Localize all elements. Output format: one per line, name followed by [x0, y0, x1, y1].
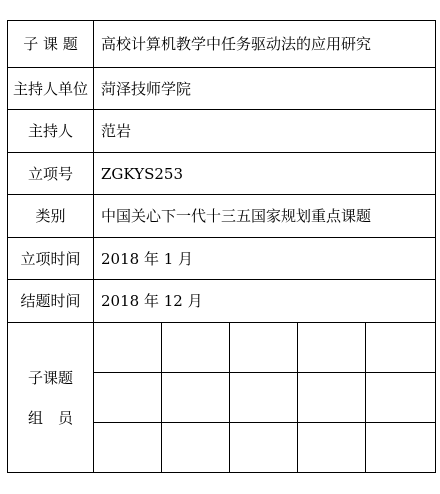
category-value: 中国关心下一代十三五国家规划重点课题	[94, 195, 436, 238]
member-cell	[366, 423, 436, 473]
member-cell	[94, 323, 162, 373]
members-label-line1: 子课题	[27, 368, 73, 387]
member-cell	[230, 323, 298, 373]
start-time-value: 2018 年 1 月	[94, 238, 436, 280]
subproject-value: 高校计算机教学中任务驱动法的应用研究	[94, 21, 436, 68]
members-label-line2: 组 员	[27, 408, 73, 427]
host-unit-value: 菏泽技师学院	[94, 68, 436, 110]
subproject-label: 子 课 题	[8, 21, 94, 68]
member-cell	[94, 423, 162, 473]
row-start-time	[8, 238, 436, 280]
members-row-1	[8, 323, 436, 373]
project-info-form	[7, 20, 436, 473]
row-host-unit	[8, 68, 436, 110]
host-label: 主持人	[8, 110, 94, 153]
members-label	[8, 323, 94, 473]
member-cell	[230, 373, 298, 423]
project-number-label: 立项号	[8, 153, 94, 195]
member-cell	[366, 323, 436, 373]
row-subproject	[8, 21, 436, 68]
member-cell	[230, 423, 298, 473]
row-host	[8, 110, 436, 153]
member-cell	[298, 373, 366, 423]
member-cell	[298, 323, 366, 373]
end-time-value: 2018 年 12 月	[94, 280, 436, 323]
host-unit-label: 主持人单位	[8, 68, 94, 110]
row-end-time	[8, 280, 436, 323]
project-number-value: ZGKYS253	[94, 153, 436, 195]
row-category	[8, 195, 436, 238]
member-cell	[162, 423, 230, 473]
row-project-number	[8, 153, 436, 195]
member-cell	[162, 373, 230, 423]
member-cell	[94, 373, 162, 423]
end-time-label: 结题时间	[8, 280, 94, 323]
member-cell	[366, 373, 436, 423]
category-label: 类别	[8, 195, 94, 238]
start-time-label: 立项时间	[8, 238, 94, 280]
member-cell	[298, 423, 366, 473]
host-value: 范岩	[94, 110, 436, 153]
member-cell	[162, 323, 230, 373]
